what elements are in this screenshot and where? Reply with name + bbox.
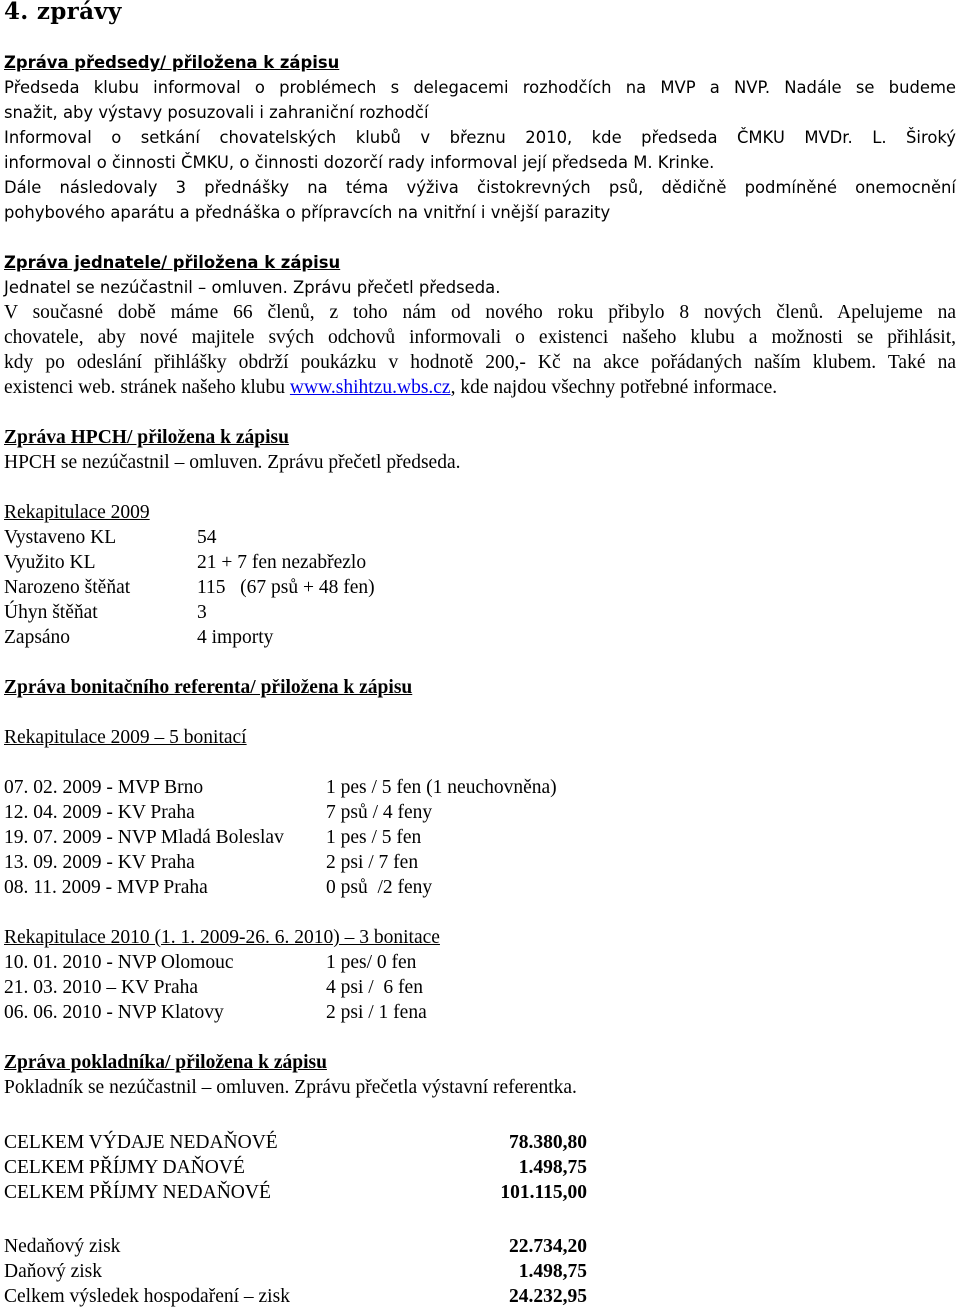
bonitation-row	[4, 775, 956, 800]
secretary-line-5-tail: , kde najdou všechny potřebné informace.	[450, 377, 778, 398]
finance-row	[4, 1130, 956, 1155]
finance-row	[4, 1180, 956, 1205]
bonitation-result: 1 pes / 5 fen	[326, 827, 422, 848]
recap-label: Narozeno štěňat	[4, 577, 131, 598]
finance-value: 1.498,75	[518, 1157, 587, 1178]
chairman-line-2: snažit, aby výstavy posuzovali i zahraniční rozhodčí	[4, 103, 429, 122]
finance-row	[4, 1155, 956, 1180]
bonitation-result: 4 psi / 6 fen	[326, 977, 423, 998]
profit-value: 22.734,20	[509, 1236, 587, 1257]
bonitation-result: 1 pes/ 0 fen	[326, 952, 417, 973]
profit-row	[4, 1259, 956, 1284]
bonitation-event: 13. 09. 2009 - KV Praha	[4, 852, 195, 873]
bonitation-event: 12. 04. 2009 - KV Praha	[4, 802, 195, 823]
bonitation-report-title: Zpráva bonitačního referenta/ přiložena k zápisu	[4, 677, 413, 698]
profit-label: Daňový zisk	[4, 1261, 103, 1282]
bonitation-row	[4, 975, 956, 1000]
recap-row	[4, 625, 956, 650]
bonitation-row	[4, 950, 956, 975]
hpch-line-1: HPCH se nezúčastnil – omluven. Zprávu přečetl předseda.	[4, 452, 461, 473]
recap-label: Vystaveno KL	[4, 527, 117, 548]
recap-value: 21 + 7 fen nezabřezlo	[197, 552, 367, 573]
chairman-line-1: Předseda klubu informoval o problémech s delegacemi rozhodčích na MVP a NVP. Nadále se budeme	[4, 78, 956, 97]
bonitation-event: 21. 03. 2010 – KV Praha	[4, 977, 199, 998]
bonitation-event: 06. 06. 2010 - NVP Klatovy	[4, 1002, 224, 1023]
secretary-line-5-text: existenci web. stránek našeho klubu	[4, 377, 290, 398]
finance-label: CELKEM PŘÍJMY DAŇOVÉ	[4, 1157, 245, 1178]
recap-label: Využito KL	[4, 552, 96, 573]
chairman-line-6: pohybového aparátu a přednáška o přípravcích na vnitřní i vnější parazity	[4, 203, 611, 222]
bonitation-row	[4, 800, 956, 825]
secretary-line-3: chovatele, aby nové majitele svých odchovů informovali o existenci našeho klubu a možnosti se přihlásit,	[4, 327, 956, 348]
document-page	[4, 0, 956, 1309]
finance-label: CELKEM PŘÍJMY NEDAŇOVÉ	[4, 1182, 271, 1203]
bonitation-row	[4, 1000, 956, 1025]
club-website-link[interactable]: www.shihtzu.wbs.cz	[289, 377, 451, 398]
chairman-line-3: Informoval o setkání chovatelských klubů v březnu 2010, kde předseda ČMKU MVDr. L. Široký	[4, 128, 956, 147]
profit-value: 24.232,95	[509, 1286, 587, 1307]
recap-2009	[4, 500, 956, 650]
recap-value: 54	[197, 527, 217, 548]
profit-value: 1.498,75	[518, 1261, 587, 1282]
profit-row	[4, 1284, 956, 1309]
recap-row	[4, 575, 956, 600]
bonitation-recap-2010: Rekapitulace 2010 (1. 1. 2009-26. 6. 2010) – 3 bonitace	[4, 927, 440, 948]
secretary-line-5	[4, 375, 956, 400]
treasurer-report	[4, 1050, 956, 1309]
chairman-line-5: Dále následovaly 3 přednášky na téma výživa čistokrevných psů, dědičně podmíněné onemocnění	[4, 178, 956, 197]
secretary-line-2: V současné době máme 66 členů, z toho nám od nového roku přibylo 8 nových členů. Apelujeme na	[4, 302, 956, 323]
bonitation-result: 7 psů / 4 feny	[326, 802, 433, 823]
recap-label: Zapsáno	[4, 627, 71, 648]
recap-value: 115 (67 psů + 48 fen)	[197, 577, 375, 598]
profit-label: Celkem výsledek hospodaření – zisk	[4, 1286, 290, 1307]
recap-row	[4, 525, 956, 550]
profit-label: Nedaňový zisk	[4, 1236, 121, 1257]
bonitation-event: 19. 07. 2009 - NVP Mladá Boleslav	[4, 827, 284, 848]
section-heading: 4. zprávy	[4, 0, 122, 25]
recap-value: 3	[197, 602, 207, 623]
finance-value: 101.115,00	[500, 1182, 587, 1203]
recap-row	[4, 600, 956, 625]
bonitation-event: 08. 11. 2009 - MVP Praha	[4, 877, 208, 898]
bonitation-result: 2 psi / 7 fen	[326, 852, 419, 873]
recap-2009-title: Rekapitulace 2009	[4, 502, 150, 523]
bonitation-row	[4, 850, 956, 875]
secretary-report-title: Zpráva jednatele/ přiložena k zápisu	[4, 253, 341, 272]
bonitation-result: 2 psi / 1 fena	[326, 1002, 427, 1023]
treasurer-line-1: Pokladník se nezúčastnil – omluven. Zprávu přečetla výstavní referentka.	[4, 1077, 577, 1098]
profit-row	[4, 1234, 956, 1259]
treasurer-report-title: Zpráva pokladníka/ přiložena k zápisu	[4, 1052, 327, 1073]
bonitation-result: 1 pes / 5 fen (1 neuchovněna)	[326, 777, 557, 798]
hpch-report-title: Zpráva HPCH/ přiložena k zápisu	[4, 427, 289, 448]
recap-row	[4, 550, 956, 575]
bonitation-event: 07. 02. 2009 - MVP Brno	[4, 777, 204, 798]
bonitation-result: 0 psů /2 feny	[326, 877, 433, 898]
chairman-report-title: Zpráva předsedy/ přiložena k zápisu	[4, 53, 340, 72]
recap-label: Úhyn štěňat	[4, 602, 98, 623]
recap-value: 4 importy	[197, 627, 274, 648]
chairman-line-4: informoval o činnosti ČMKU, o činnosti dozorčí rady informoval její předseda M. Krinke.	[4, 153, 715, 172]
secretary-line-4: kdy po odeslání přihlášky obdrží poukázku v hodnotě 200,- Kč na akce pořádaných naším klubem. Také na	[4, 352, 956, 373]
chairman-report	[4, 50, 956, 225]
secretary-line-1: Jednatel se nezúčastnil – omluven. Zprávu přečetl předseda.	[4, 278, 501, 297]
bonitation-recap-2009: Rekapitulace 2009 – 5 bonitací	[4, 727, 247, 748]
finance-label: CELKEM VÝDAJE NEDAŇOVÉ	[4, 1132, 278, 1153]
bonitation-row	[4, 825, 956, 850]
finance-value: 78.380,80	[509, 1132, 587, 1153]
bonitation-row	[4, 875, 956, 900]
secretary-report	[4, 250, 956, 400]
bonitation-report	[4, 675, 956, 1025]
bonitation-event: 10. 01. 2010 - NVP Olomouc	[4, 952, 234, 973]
hpch-report	[4, 425, 956, 475]
